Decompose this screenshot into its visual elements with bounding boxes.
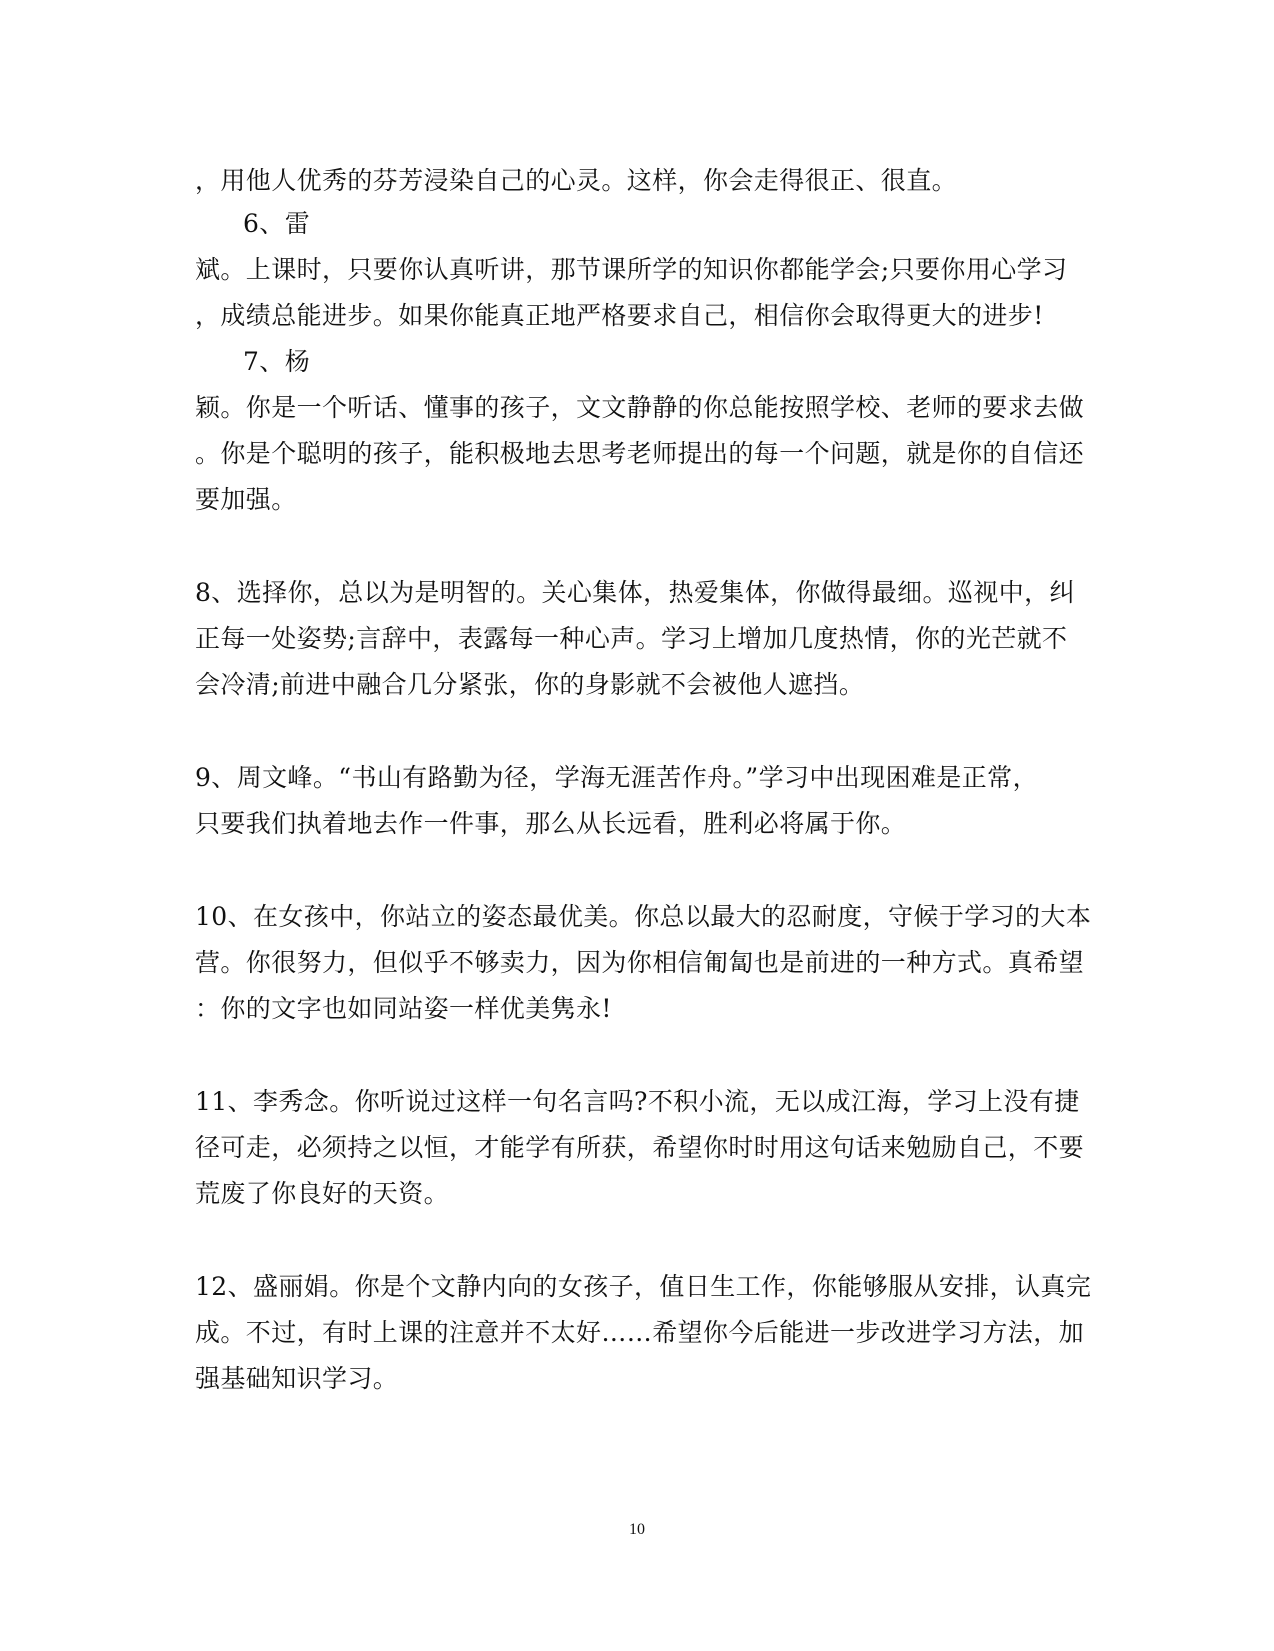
- paragraph-9-line-1: 9、周文峰。“书山有路勤为径，学海无涯苦作舟。”学习中出现困难是正常，: [195, 763, 1038, 792]
- paragraph-10-line-1: 10、在女孩中，你站立的姿态最优美。你总以最大的忍耐度，守候于学习的大本: [195, 902, 1092, 931]
- paragraph-6-line-1: 斌。上课时，只要你认真听讲，那节课所学的知识你都能学会;只要你用心学习: [195, 255, 1068, 284]
- paragraph-11-line-1: 11、李秀念。你听说过这样一句名言吗?不积小流，无以成江海，学习上没有捷: [195, 1087, 1080, 1116]
- paragraph-7-line-2: 。你是个聪明的孩子，能积极地去思考老师提出的每一个问题，就是你的自信还: [195, 439, 1085, 468]
- paragraph-8-line-1: 8、选择你，总以为是明智的。关心集体，热爱集体，你做得最细。巡视中，纠: [195, 578, 1075, 607]
- page-number: 10: [629, 1521, 645, 1538]
- paragraph-11-line-2: 径可走，必须持之以恒，才能学有所获，希望你时时用这句话来勉励自己，不要: [195, 1133, 1085, 1162]
- paragraph-10-line-3: ：你的文字也如同站姿一样优美隽永!: [195, 994, 612, 1023]
- paragraph-5-end-line: ，用他人优秀的芬芳浸染自己的心灵。这样，你会走得很正、很直。: [195, 166, 958, 195]
- paragraph-6-line-2: ，成绩总能进步。如果你能真正地严格要求自己，相信你会取得更大的进步!: [195, 301, 1044, 330]
- paragraph-7-heading: 7、杨: [243, 347, 311, 376]
- paragraph-8-line-3: 会冷清;前进中融合几分紧张，你的身影就不会被他人遮挡。: [195, 670, 865, 699]
- paragraph-8-line-2: 正每一处姿势;言辞中，表露每一种心声。学习上增加几度热情，你的光芒就不: [195, 624, 1068, 653]
- paragraph-6-heading: 6、雷: [243, 209, 311, 238]
- paragraph-12-line-1: 12、盛丽娟。你是个文静内向的女孩子，值日生工作，你能够服从安排，认真完: [195, 1272, 1092, 1301]
- paragraph-7-line-3: 要加强。: [195, 485, 297, 514]
- paragraph-9-line-2: 只要我们执着地去作一件事，那么从长远看，胜利必将属于你。: [195, 809, 907, 838]
- paragraph-12-line-3: 强基础知识学习。: [195, 1364, 399, 1393]
- paragraph-10-line-2: 营。你很努力，但似乎不够卖力，因为你相信匍匐也是前进的一种方式。真希望: [195, 948, 1085, 977]
- paragraph-7-line-1: 颖。你是一个听话、懂事的孩子，文文静静的你总能按照学校、老师的要求去做: [195, 393, 1085, 422]
- paragraph-12-line-2: 成。不过，有时上课的注意并不太好……希望你今后能进一步改进学习方法，加: [195, 1318, 1085, 1347]
- paragraph-11-line-3: 荒废了你良好的天资。: [195, 1179, 450, 1208]
